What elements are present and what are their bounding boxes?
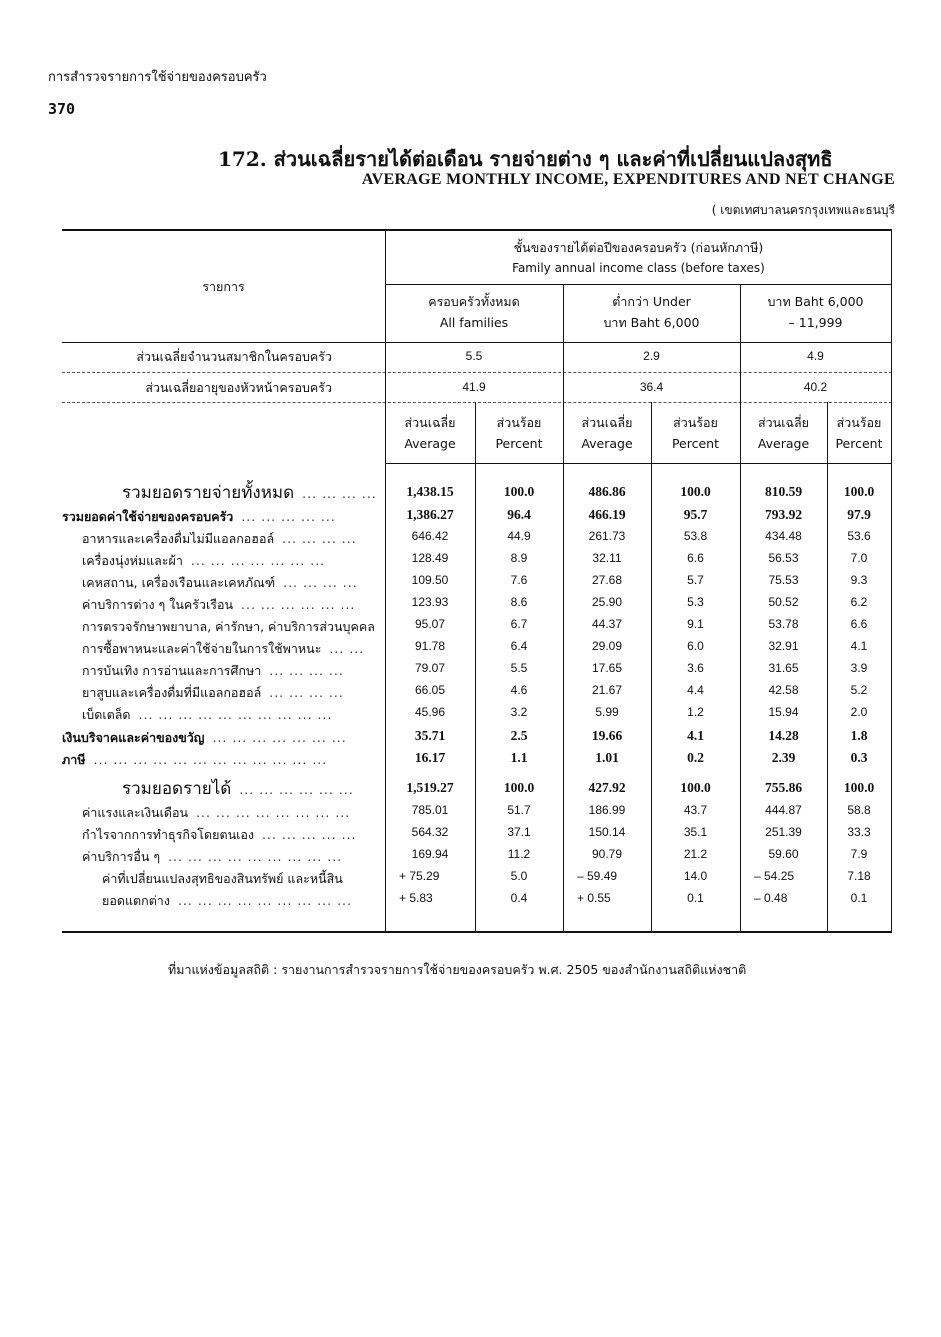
group-header-rule: [62, 342, 892, 343]
row-label: [62, 728, 382, 748]
row-leader-dots: ... ... ... ... ...: [262, 827, 357, 842]
cell-pct-6000-11999: 0.1: [850, 891, 868, 905]
row-label-text: รวมยอดค่าใช้จ่ายของครอบครัว: [62, 509, 234, 524]
sub-avg-en-3: Average: [757, 436, 810, 451]
class-header-rule: [385, 284, 892, 285]
cell-avg-6000-11999: 14.28: [768, 728, 799, 743]
cell-pct-all: 5.5: [510, 661, 528, 675]
row-leader-dots: ... ... ... ... ... ... ... ... ... ...: [138, 707, 333, 722]
cell-pct-under-6000: 100.0: [680, 780, 711, 795]
cell-avg-6000-11999: 810.59: [764, 484, 803, 499]
row-label: [122, 775, 382, 802]
cell-pct-under-6000: 5.3: [687, 595, 704, 609]
cell-pct-6000-11999: 9.3: [850, 573, 868, 587]
cell-avg-all: 1,386.27: [406, 507, 454, 522]
cell-avg-6000-11999: 434.48: [765, 529, 802, 543]
cell-avg-all: 109.50: [411, 573, 449, 587]
cell-pct-6000-11999: 7.0: [850, 551, 868, 565]
cell-avg-6000-11999: 50.52: [768, 595, 799, 609]
sub-pct-en-3: Percent: [835, 436, 883, 451]
age-value-under-6000: 36.4: [639, 380, 664, 394]
cell-avg-all: 95.07: [414, 617, 446, 631]
members-value-all: 5.5: [465, 349, 483, 363]
cell-pct-6000-11999: 4.1: [850, 639, 868, 653]
row-label: [62, 750, 382, 770]
cell-avg-all: 646.42: [411, 529, 449, 543]
row-leader-dots: ... ... ... ...: [269, 663, 344, 678]
cell-avg-under-6000: 150.14: [588, 825, 626, 839]
row-label-text: การบันเทิง การอ่านและการศึกษา: [82, 663, 262, 678]
row-label: [82, 803, 382, 823]
row-label-text: อาหารและเครื่องดื่มไม่มีแอลกอฮอล์: [82, 531, 275, 546]
cell-avg-all: 128.49: [411, 551, 449, 565]
cell-avg-6000-11999: 251.39: [765, 825, 802, 839]
row-leader-dots: ... ... ... ...: [282, 531, 357, 546]
members-value-6000-11999: 4.9: [807, 349, 824, 363]
row-label-text: รวมยอดรายจ่ายทั้งหมด: [122, 483, 295, 503]
group-6000-11999-line2: – 11,999: [788, 315, 843, 330]
row-label-text: ภาษี: [62, 752, 86, 767]
row-label-text: ค่าบริการอื่น ๆ: [82, 849, 161, 864]
group-6000-11999-line1: บาท Baht 6,000: [767, 294, 864, 309]
cell-pct-all: 7.6: [510, 573, 528, 587]
cell-avg-all: 785.01: [411, 803, 449, 817]
row-label-text: เบ็ดเตล็ด: [82, 707, 131, 722]
cell-pct-under-6000: 6.6: [687, 551, 704, 565]
sub-pct-th-3: ส่วนร้อย: [836, 415, 882, 430]
cell-avg-all: 35.71: [414, 728, 446, 743]
row-label-text: ยาสูบและเครื่องดื่มที่มีแอลกอฮอล์: [82, 685, 262, 700]
cell-avg-under-6000: 25.90: [591, 595, 623, 609]
subheader-rule: [385, 463, 892, 464]
cell-pct-under-6000: 3.6: [687, 661, 704, 675]
cell-avg-under-6000: 32.11: [592, 551, 622, 565]
cell-avg-under-6000: 17.65: [591, 661, 623, 675]
cell-avg-6000-11999: 2.39: [771, 750, 796, 765]
sub-pct-th-1: ส่วนร้อย: [496, 415, 542, 430]
cell-pct-under-6000: 0.1: [687, 891, 704, 905]
row-label: [82, 573, 382, 593]
row-label-text: การตรวจรักษาพยาบาล, ค่ารักษา, ค่าบริการส่วนบุคคล: [82, 619, 375, 634]
item-column-header: รายการ: [202, 279, 245, 294]
cell-avg-under-6000: 19.66: [591, 728, 623, 743]
row-label: [102, 891, 382, 911]
cell-pct-all: 96.4: [507, 507, 531, 522]
cell-avg-under-6000: 29.09: [591, 639, 623, 653]
row-leader-dots: ... ...: [329, 641, 365, 656]
row-label: [102, 869, 382, 889]
table-bottom-rule: [62, 931, 892, 933]
cell-avg-6000-11999: 75.53: [768, 573, 799, 587]
row-leader-dots: ... ... ... ... ...: [241, 509, 336, 524]
row-leader-dots: ... ... ... ...: [269, 685, 344, 700]
cell-pct-6000-11999: 6.6: [850, 617, 868, 631]
sub-pct-th-2: ส่วนร้อย: [673, 415, 718, 430]
age-value-all: 41.9: [462, 380, 486, 394]
row-label: [82, 529, 382, 549]
cell-avg-under-6000: – 59.49: [577, 869, 618, 883]
cell-avg-under-6000: + 0.55: [577, 891, 611, 905]
cell-pct-under-6000: 35.1: [683, 825, 708, 839]
cell-pct-6000-11999: 100.0: [843, 484, 875, 499]
cell-pct-under-6000: 43.7: [683, 803, 708, 817]
cell-pct-all: 11.2: [507, 847, 531, 861]
group-under-6000-line1: ต่ำกว่า Under: [612, 294, 691, 309]
cell-avg-all: 66.05: [414, 683, 446, 697]
cell-avg-under-6000: 44.37: [591, 617, 623, 631]
row-leader-dots: ... ... ... ... ... ... ... ... ... ... ... ...: [93, 752, 328, 767]
table-title-thai: 172. ส่วนเฉลี่ยรายได้ต่อเดือน รายจ่ายต่าง ๆ และค่าที่เปลี่ยนแปลงสุทธิ: [218, 147, 833, 171]
cell-pct-6000-11999: 33.3: [847, 825, 871, 839]
cell-pct-all: 4.6: [510, 683, 528, 697]
cell-avg-all: + 5.83: [399, 891, 433, 905]
cell-avg-under-6000: 186.99: [588, 803, 626, 817]
cell-avg-6000-11999: – 54.25: [754, 869, 795, 883]
cell-avg-under-6000: 1.01: [595, 750, 619, 765]
row-label: [62, 507, 382, 527]
age-label: ส่วนเฉลี่ยอายุของหัวหน้าครอบครัว: [145, 380, 332, 395]
cell-pct-under-6000: 1.2: [687, 705, 704, 719]
table-top-rule: [62, 229, 892, 231]
row-label-text: การซื้อพาหนะและค่าใช้จ่ายในการใช้พาหนะ: [82, 641, 322, 656]
running-header: การสำรวจรายการใช้จ่ายของครอบครัว: [48, 70, 267, 85]
cell-pct-under-6000: 95.7: [683, 507, 708, 522]
sub-pct-en-1: Percent: [495, 436, 543, 451]
cell-avg-under-6000: 21.67: [591, 683, 623, 697]
row-label: [82, 705, 382, 725]
cell-avg-6000-11999: 793.92: [764, 507, 803, 522]
cell-avg-6000-11999: 31.65: [768, 661, 799, 675]
cell-pct-all: 1.1: [510, 750, 528, 765]
cell-pct-6000-11999: 1.8: [850, 728, 868, 743]
cell-pct-all: 2.5: [510, 728, 528, 743]
row-label-text: เครื่องนุ่งห่มและผ้า: [82, 553, 183, 568]
row-label-text: ค่าบริการต่าง ๆ ในครัวเรือน: [82, 597, 234, 612]
cell-pct-under-6000: 4.4: [687, 683, 704, 697]
row-label: [82, 639, 382, 659]
cell-pct-under-6000: 0.2: [687, 750, 704, 765]
cell-avg-under-6000: 466.19: [588, 507, 626, 522]
cell-pct-under-6000: 53.8: [683, 529, 708, 543]
members-value-under-6000: 2.9: [643, 349, 660, 363]
cell-pct-6000-11999: 97.9: [847, 507, 871, 522]
row-leader-dots: ... ... ... ... ... ... ... ... ...: [168, 849, 343, 864]
cell-pct-6000-11999: 53.6: [847, 529, 871, 543]
cell-avg-6000-11999: 32.91: [768, 639, 799, 653]
cell-pct-all: 44.9: [507, 529, 531, 543]
row-label-text: ค่าที่เปลี่ยนแปลงสุทธิของสินทรัพย์ และหนี้สิน: [102, 871, 343, 886]
row-label-text: เงินบริจาคและค่าของขวัญ: [62, 730, 205, 745]
cell-pct-all: 8.9: [510, 551, 528, 565]
cell-avg-all: 79.07: [414, 661, 446, 675]
cell-avg-under-6000: 5.99: [595, 705, 619, 719]
cell-pct-6000-11999: 6.2: [850, 595, 868, 609]
table-subtitle: ( เขตเทศบาลนครกรุงเทพและธนบุรี: [711, 203, 895, 217]
sub-avg-th-2: ส่วนเฉลี่ย: [581, 415, 633, 430]
cell-pct-all: 51.7: [507, 803, 531, 817]
row-leader-dots: ... ... ... ... ... ...: [239, 782, 354, 797]
cell-avg-under-6000: 27.68: [591, 573, 623, 587]
members-rule: [62, 372, 892, 373]
cell-pct-all: 100.0: [503, 484, 535, 499]
income-class-header-thai: ชั้นของรายได้ต่อปีของครอบครัว (ก่อนหักภาษี): [513, 240, 764, 255]
group-all-families-line2: All families: [439, 315, 509, 330]
cell-pct-all: 3.2: [510, 705, 528, 719]
cell-pct-6000-11999: 58.8: [847, 803, 871, 817]
cell-avg-6000-11999: 42.58: [768, 683, 799, 697]
income-class-header-english: Family annual income class (before taxes): [512, 261, 765, 275]
cell-pct-6000-11999: 3.9: [850, 661, 868, 675]
age-rule: [62, 402, 892, 403]
cell-pct-all: 5.0: [510, 869, 528, 883]
row-leader-dots: ... ... ... ...: [302, 486, 377, 501]
cell-pct-under-6000: 5.7: [687, 573, 704, 587]
cell-pct-all: 8.6: [510, 595, 528, 609]
cell-pct-6000-11999: 2.0: [850, 705, 868, 719]
cell-avg-6000-11999: – 0.48: [754, 891, 788, 905]
cell-avg-6000-11999: 59.60: [768, 847, 799, 861]
vline-right: [891, 229, 892, 931]
cell-pct-all: 100.0: [503, 780, 535, 795]
group-under-6000-line2: บาท Baht 6,000: [603, 315, 700, 330]
cell-pct-all: 6.7: [510, 617, 528, 631]
group-all-families-line1: ครอบครัวทั้งหมด: [428, 294, 520, 309]
sub-avg-en-2: Average: [581, 436, 633, 451]
row-leader-dots: ... ... ... ...: [283, 575, 358, 590]
cell-pct-6000-11999: 7.18: [847, 869, 871, 883]
cell-pct-under-6000: 6.0: [687, 639, 704, 653]
age-value-6000-11999: 40.2: [803, 380, 828, 394]
sub-avg-th-3: ส่วนเฉลี่ย: [758, 415, 809, 430]
cell-avg-6000-11999: 755.86: [764, 780, 803, 795]
cell-pct-under-6000: 100.0: [680, 484, 711, 499]
sub-avg-th-1: ส่วนเฉลี่ย: [404, 415, 456, 430]
row-leader-dots: ... ... ... ... ... ... ...: [212, 730, 347, 745]
cell-pct-all: 0.4: [510, 891, 528, 905]
cell-avg-6000-11999: 53.78: [768, 617, 799, 631]
table-title-english: AVERAGE MONTHLY INCOME, EXPENDITURES AND NET CHANGE: [361, 171, 895, 188]
cell-avg-all: 1,438.15: [406, 484, 454, 499]
cell-avg-all: 91.78: [414, 639, 446, 653]
cell-avg-all: 564.32: [411, 825, 449, 839]
cell-pct-6000-11999: 5.2: [850, 683, 868, 697]
row-leader-dots: ... ... ... ... ... ...: [241, 597, 356, 612]
row-leader-dots: ... ... ... ... ... ... ... ... ...: [177, 893, 353, 908]
members-label: ส่วนเฉลี่ยจำนวนสมาชิกในครอบครัว: [136, 349, 332, 364]
cell-avg-6000-11999: 444.87: [765, 803, 802, 817]
cell-avg-all: + 75.29: [399, 869, 440, 883]
cell-pct-under-6000: 21.2: [683, 847, 708, 861]
cell-avg-6000-11999: 15.94: [768, 705, 799, 719]
cell-avg-under-6000: 90.79: [591, 847, 623, 861]
row-label: [82, 617, 382, 637]
cell-avg-all: 1,519.27: [406, 780, 454, 795]
row-label: [82, 847, 382, 867]
cell-avg-all: 45.96: [414, 705, 446, 719]
cell-avg-all: 123.93: [411, 595, 449, 609]
cell-avg-all: 169.94: [411, 847, 449, 861]
cell-avg-under-6000: 486.86: [588, 484, 626, 499]
row-label: [122, 479, 382, 506]
row-leader-dots: ... ... ... ... ... ... ...: [190, 553, 326, 568]
row-label-text: รวมยอดรายได้: [122, 779, 232, 799]
row-label-text: ค่าแรงและเงินเดือน: [82, 805, 189, 820]
cell-pct-under-6000: 9.1: [687, 617, 704, 631]
row-label: [82, 661, 382, 681]
source-note: ที่มาแห่งข้อมูลสถิติ : รายงานการสำรวจรายการใช้จ่ายของครอบครัว พ.ศ. 2505 ของสำนักงานสถิติแห่งชาติ: [168, 962, 747, 977]
cell-pct-all: 6.4: [510, 639, 528, 653]
cell-pct-6000-11999: 0.3: [850, 750, 868, 765]
row-label: [82, 551, 382, 571]
row-label-text: เคหสถาน, เครื่องเรือนและเคหภัณฑ์: [82, 575, 276, 590]
row-label: [82, 595, 382, 615]
cell-avg-6000-11999: 56.53: [768, 551, 799, 565]
cell-avg-under-6000: 427.92: [588, 780, 626, 795]
cell-pct-6000-11999: 7.9: [850, 847, 868, 861]
cell-pct-under-6000: 14.0: [683, 869, 708, 883]
cell-avg-all: 16.17: [414, 750, 446, 765]
row-label-text: ยอดแตกต่าง: [102, 893, 170, 908]
row-label: [82, 825, 382, 845]
sub-avg-en-1: Average: [404, 436, 456, 451]
row-label-text: กำไรจากการทำธุรกิจโดยตนเอง: [82, 827, 254, 842]
page-number: 370: [48, 100, 76, 118]
cell-pct-all: 37.1: [507, 825, 531, 839]
sub-pct-en-2: Percent: [671, 436, 720, 451]
row-leader-dots: ... ... ... ... ... ... ... ...: [196, 805, 351, 820]
cell-pct-under-6000: 4.1: [687, 728, 704, 743]
cell-pct-6000-11999: 100.0: [843, 780, 875, 795]
row-label: [82, 683, 382, 703]
cell-avg-under-6000: 261.73: [588, 529, 626, 543]
